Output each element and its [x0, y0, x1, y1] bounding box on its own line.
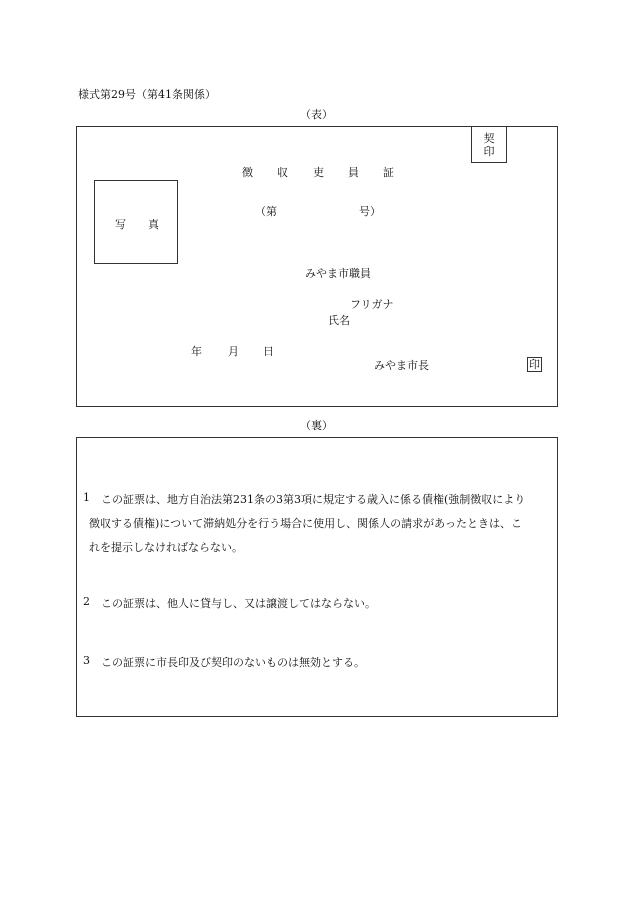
date-char-year: 年 — [191, 345, 202, 358]
stamp-label: 印 — [529, 358, 540, 371]
title-char: 員 — [348, 166, 359, 179]
item-line: この証票は、地方自治法第231条の3第3項に規定する歳入に係る債権(強制徴収により — [101, 493, 526, 506]
photo-label-char: 写 — [115, 218, 126, 231]
item-number: 3 — [83, 654, 90, 667]
title-char: 証 — [383, 166, 394, 179]
title-char: 徴 — [242, 166, 253, 179]
number-prefix: （第 — [255, 205, 277, 218]
front-card — [76, 126, 558, 407]
title-char: 吏 — [313, 166, 324, 179]
item-line: この証票に市長印及び契印のないものは無効とする。 — [101, 656, 365, 669]
issuer-label: みやま市長 — [374, 359, 429, 372]
name-label: 氏名 — [328, 314, 350, 327]
front-section-label: （表） — [300, 108, 333, 121]
back-section-label: （裏） — [300, 419, 333, 432]
seal-box — [471, 127, 507, 163]
item-line: この証票は、他人に貸与し、又は譲渡してはならない。 — [101, 597, 376, 610]
item-line: れを提示しなければならない。 — [89, 541, 243, 554]
stamp-box — [527, 357, 542, 372]
furigana-label: フリガナ — [350, 298, 394, 311]
date-char-day: 日 — [263, 345, 274, 358]
form-number: 様式第29号（第41条関係） — [78, 88, 216, 101]
staff-label: みやま市職員 — [305, 267, 371, 280]
item-line: 徴収する債権)について滞納処分を行う場合に使用し、関係人の請求があったときは、こ — [89, 517, 522, 530]
item-number: 2 — [83, 595, 90, 608]
title-char: 収 — [277, 166, 288, 179]
back-card — [76, 437, 558, 717]
date-char-month: 月 — [228, 345, 239, 358]
photo-box — [94, 180, 178, 264]
seal-box-label: 契 印 — [483, 132, 495, 158]
number-suffix: 号） — [359, 205, 381, 218]
item-number: 1 — [83, 491, 90, 504]
photo-label-char: 真 — [148, 218, 159, 231]
